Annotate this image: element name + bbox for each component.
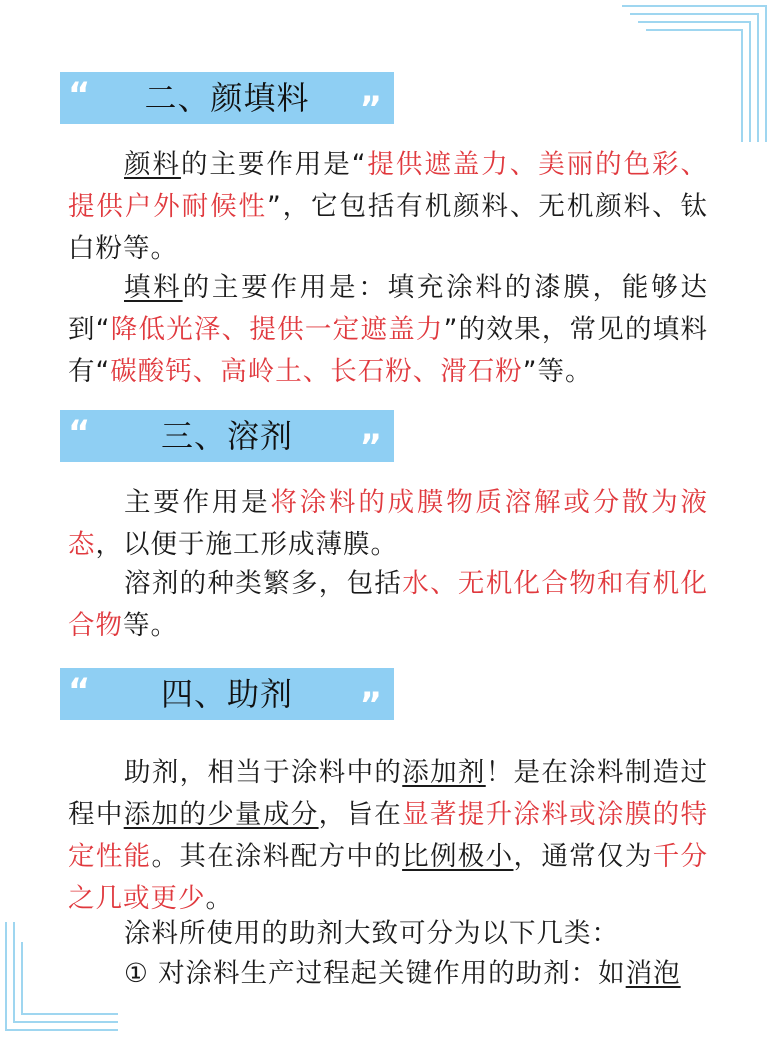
- text-run: 涂料所使用的助剂大致可分为以下几类：: [124, 918, 619, 949]
- underlined-term: 添加剂: [402, 757, 486, 788]
- paragraph: [68, 482, 708, 566]
- open-quote-mark: “: [68, 413, 91, 453]
- paragraph: [68, 563, 708, 647]
- text-run: 的主要作用是“: [180, 149, 367, 180]
- corner-frame-decoration: [622, 0, 772, 142]
- text-run: ① 对涂料生产过程起关键作用的助剂：如: [124, 958, 626, 989]
- paragraph: [68, 267, 708, 393]
- close-quote-mark: ”: [359, 685, 382, 725]
- text-run: ”的效果，常见的填料有“: [68, 314, 709, 387]
- paragraph: [68, 144, 708, 270]
- section-header-solvents: [60, 410, 394, 467]
- highlighted-text: 将涂料的成膜物质溶解或分散为液态: [68, 487, 709, 560]
- text-run: 主要作用是: [124, 487, 271, 518]
- text-run: 的主要作用是：填充涂料的漆膜，能够达到“: [68, 272, 709, 345]
- paragraph: [68, 913, 708, 955]
- text-run: ，通常仅为: [513, 841, 653, 872]
- underlined-term: 消泡: [625, 958, 681, 989]
- section-header-pigments-fillers: [60, 72, 394, 129]
- close-quote-mark: ”: [359, 427, 382, 467]
- open-quote-mark: “: [68, 75, 91, 115]
- text-run: ，旨在: [318, 799, 403, 830]
- text-run: 等。: [123, 610, 178, 641]
- text-run: 。: [205, 883, 233, 914]
- section-header-additives: [60, 668, 394, 725]
- highlighted-text: 显著提升涂料或涂膜的特定性能: [68, 799, 709, 872]
- underlined-term: 添加的少量成分: [123, 799, 319, 830]
- text-run: ，以便于施工形成薄膜。: [95, 529, 398, 560]
- section-title: 二、颜填料: [144, 79, 310, 117]
- highlighted-text: 水、无机化合物和有机化合物: [68, 568, 708, 641]
- underlined-term: 比例极小: [402, 841, 514, 872]
- text-run: ”，它包括有机颜料、无机颜料、钛白粉等。: [68, 191, 708, 264]
- underlined-term: 颜料: [124, 149, 181, 180]
- highlighted-text: 提供遮盖力、美丽的色彩、提供户外耐候性: [68, 149, 709, 222]
- text-run: 溶剂的种类繁多，包括: [124, 568, 403, 599]
- highlighted-text: 碳酸钙、高岭土、长石粉、滑石粉: [110, 356, 523, 387]
- section-title: 四、助剂: [160, 675, 293, 713]
- section-title: 三、溶剂: [160, 417, 293, 455]
- paragraph: [68, 953, 708, 995]
- text-run: 助剂，相当于涂料中的: [124, 757, 403, 788]
- close-quote-mark: ”: [359, 89, 382, 129]
- highlighted-text: 降低光泽、提供一定遮盖力: [110, 314, 444, 345]
- paragraph: [68, 752, 708, 920]
- highlighted-text: 千分之几或更少: [68, 841, 709, 914]
- text-run: ”等。: [522, 356, 593, 387]
- text-run: 。其在涂料配方中的: [151, 841, 403, 872]
- underlined-term: 填料: [124, 272, 183, 303]
- open-quote-mark: “: [68, 671, 91, 711]
- text-run: ！是在涂料制造过程中: [68, 757, 709, 830]
